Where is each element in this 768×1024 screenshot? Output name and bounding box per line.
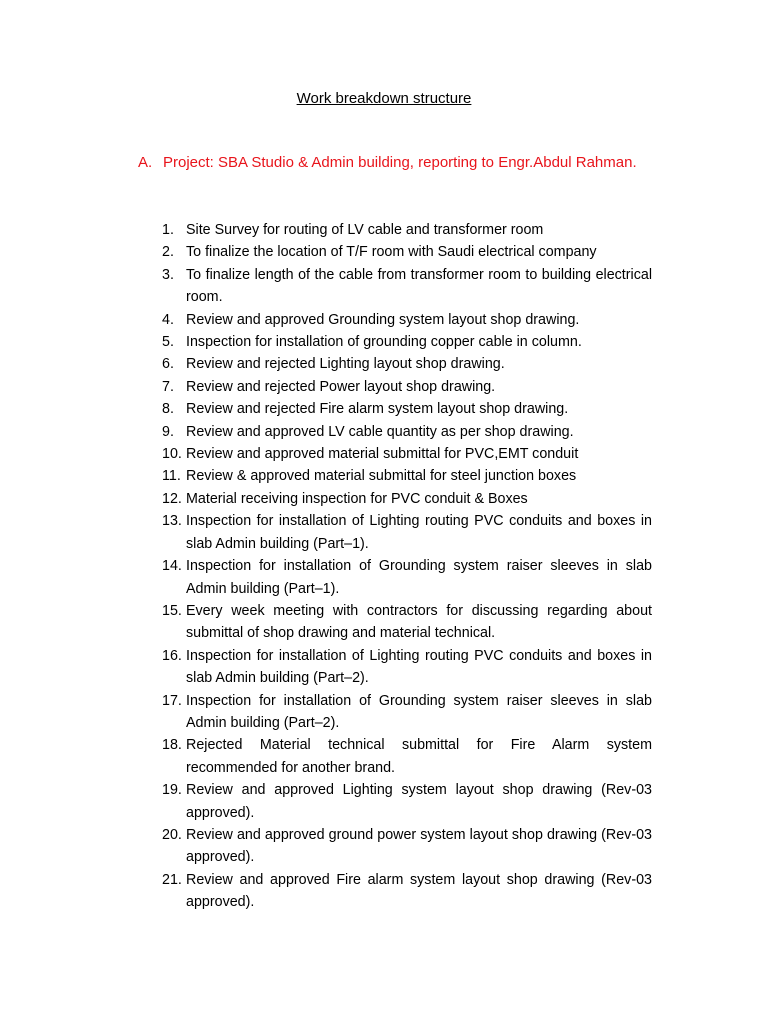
list-item-text: To finalize the location of T/F room with Saudi electrical company — [186, 244, 597, 261]
list-item — [162, 241, 652, 263]
list-item — [162, 443, 652, 465]
list-item-number: 12. — [162, 490, 182, 507]
list-item-text: Inspection for installation of grounding copper cable in column. — [186, 334, 582, 351]
list-item — [162, 219, 652, 241]
list-item-text: Inspection for installation of Lighting routing PVC conduits and boxes in slab Admin building (Part–1). — [186, 513, 652, 552]
list-item-text: Review and approved LV cable quantity as per shop drawing. — [186, 423, 574, 440]
task-list — [162, 219, 652, 914]
list-item — [162, 600, 652, 645]
list-item-number: 20. — [162, 826, 182, 843]
list-item-number: 9. — [162, 423, 174, 440]
list-item-text: Every week meeting with contractors for discussing regarding about submittal of shop drawing and material technical. — [186, 602, 652, 642]
list-item-number: 1. — [162, 222, 174, 238]
list-item-text: Review and approved Fire alarm system layout shop drawing (Rev-03 approved). — [186, 871, 652, 911]
list-item-number: 2. — [162, 244, 174, 261]
list-item — [162, 645, 652, 690]
list-item-number: 13. — [162, 513, 182, 530]
list-item-number: 21. — [162, 871, 182, 888]
list-item-number: 5. — [162, 334, 174, 351]
list-item — [162, 824, 652, 869]
document-title-text: Work breakdown structure — [296, 90, 472, 107]
list-item — [162, 555, 652, 600]
list-item-number: 11. — [162, 468, 181, 485]
list-item-text: Review and approved Lighting system layout shop drawing (Rev-03 approved). — [186, 782, 652, 821]
list-item-number: 16. — [162, 647, 182, 664]
list-item-text: Review and rejected Fire alarm system layout shop drawing. — [186, 401, 569, 418]
list-item-text: Review and rejected Lighting layout shop drawing. — [186, 356, 505, 373]
list-item-text: Site Survey for routing of LV cable and transformer room — [186, 222, 544, 238]
list-item-text: To finalize length of the cable from transformer room to building electrical room. — [186, 266, 652, 306]
list-item — [162, 690, 652, 735]
document-title — [0, 89, 768, 109]
list-item-number: 14. — [162, 558, 182, 575]
list-item-number: 7. — [162, 378, 174, 395]
list-item-number: 4. — [162, 311, 174, 328]
list-item-number: 17. — [162, 692, 182, 709]
list-item — [162, 398, 652, 420]
list-item — [162, 869, 652, 914]
list-item-text: Review and rejected Power layout shop drawing. — [186, 378, 496, 395]
list-item — [162, 779, 652, 824]
list-item — [162, 421, 652, 443]
list-item-number: 18. — [162, 737, 182, 754]
list-item — [162, 331, 652, 353]
list-item-number: 10. — [162, 446, 182, 463]
list-item — [162, 465, 652, 487]
list-item-text: Material receiving inspection for PVC conduit & Boxes — [186, 490, 528, 507]
list-item — [162, 734, 652, 779]
list-item-number: 19. — [162, 782, 182, 799]
list-item-text: Review & approved material submittal for steel junction boxes — [186, 468, 577, 485]
list-item-text: Review and approved material submittal for PVC,EMT conduit — [186, 446, 579, 463]
list-item-number: 3. — [162, 266, 174, 283]
list-item-text: Review and approved ground power system layout shop drawing (Rev-03 approved). — [186, 826, 652, 866]
section-heading-text: Project: SBA Studio & Admin building, reporting to Engr.Abdul Rahman. — [163, 154, 637, 171]
list-item-text: Inspection for installation of Lighting routing PVC conduits and boxes in slab Admin building (Part–2). — [186, 647, 652, 687]
list-item — [162, 309, 652, 331]
project-section-heading — [138, 152, 652, 175]
list-item — [162, 264, 652, 309]
list-item-text: Rejected Material technical submittal for Fire Alarm system recommended for another brand. — [186, 737, 652, 776]
list-item — [162, 376, 652, 398]
list-item — [162, 488, 652, 510]
list-item-number: 8. — [162, 401, 174, 418]
list-item-text: Inspection for installation of Grounding system raiser sleeves in slab Admin building (Part–1). — [186, 558, 652, 597]
list-item-number: 15. — [162, 602, 182, 619]
list-item-text: Review and approved Grounding system layout shop drawing. — [186, 311, 580, 328]
list-item — [162, 353, 652, 375]
list-item-number: 6. — [162, 356, 174, 373]
section-letter: A. — [138, 154, 153, 171]
list-item — [162, 510, 652, 555]
list-item-text: Inspection for installation of Grounding system raiser sleeves in slab Admin building (Part–2). — [186, 692, 652, 731]
